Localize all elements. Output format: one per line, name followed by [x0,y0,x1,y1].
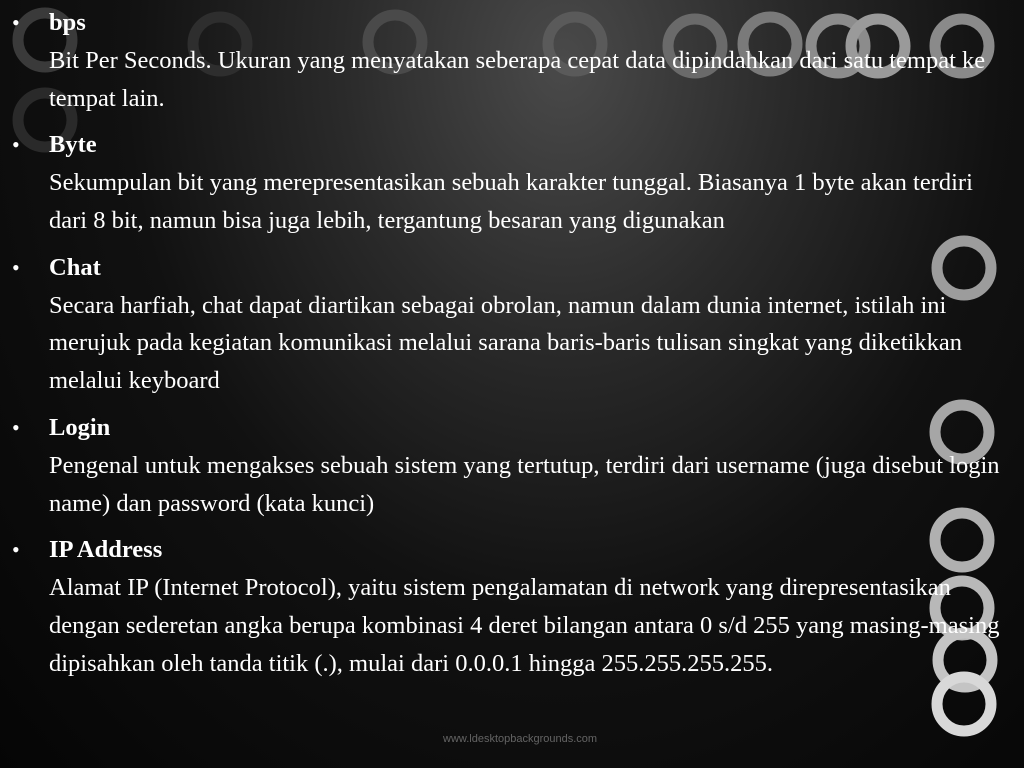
list-item [0,531,1024,682]
bullet: • [12,414,20,440]
term-definition: Sekumpulan bit yang merepresentasikan sebuah karakter tunggal. Biasanya 1 byte akan terdiri dari 8 bit, namun bisa juga lebih, tergantung besaran yang digunakan [49,169,973,234]
term-title: IP Address [49,536,163,564]
slide-content [0,4,1024,692]
term-definition: Pengenal untuk mengakses sebuah sistem yang tertutup, terdiri dari username (juga disebut login name) dan password (kata kunci) [49,451,1000,517]
term-title: Byte [49,131,97,159]
term-definition: Bit Per Seconds. Ukuran yang menyatakan seberapa cepat data dipindahkan dari satu tempat ke tempat lain. [49,46,986,112]
bullet: • [12,132,20,158]
list-item [0,126,1024,239]
list-item [0,409,1024,522]
term-title: bps [49,9,86,36]
glossary-list [0,4,1024,683]
watermark-text: www.ldesktopbackgrounds.com [443,733,598,745]
term-definition: Secara harfiah, chat dapat diartikan sebagai obrolan, namun dalam dunia internet, istilah ini merujuk pada kegiatan komunikasi melalui sarana baris-baris tulisan singkat yang diketikkan melalui keyboard [49,291,963,395]
list-item [0,4,1024,117]
bullet: • [12,10,20,35]
bullet: • [12,537,20,563]
term-definition: Alamat IP (Internet Protocol), yaitu sistem pengalamatan di network yang direpresentasikan dengan sederetan angka berupa kombinasi 4 deret bilangan antara 0 s/d 255 yang masing-masing dipisahkan oleh tanda titik (.), mulai dari 0.0.0.1 hingga 255.255.255.255. [49,574,1000,677]
bullet: • [12,254,20,280]
term-title: Chat [49,253,101,281]
term-title: Login [49,413,111,441]
list-item [0,249,1024,400]
